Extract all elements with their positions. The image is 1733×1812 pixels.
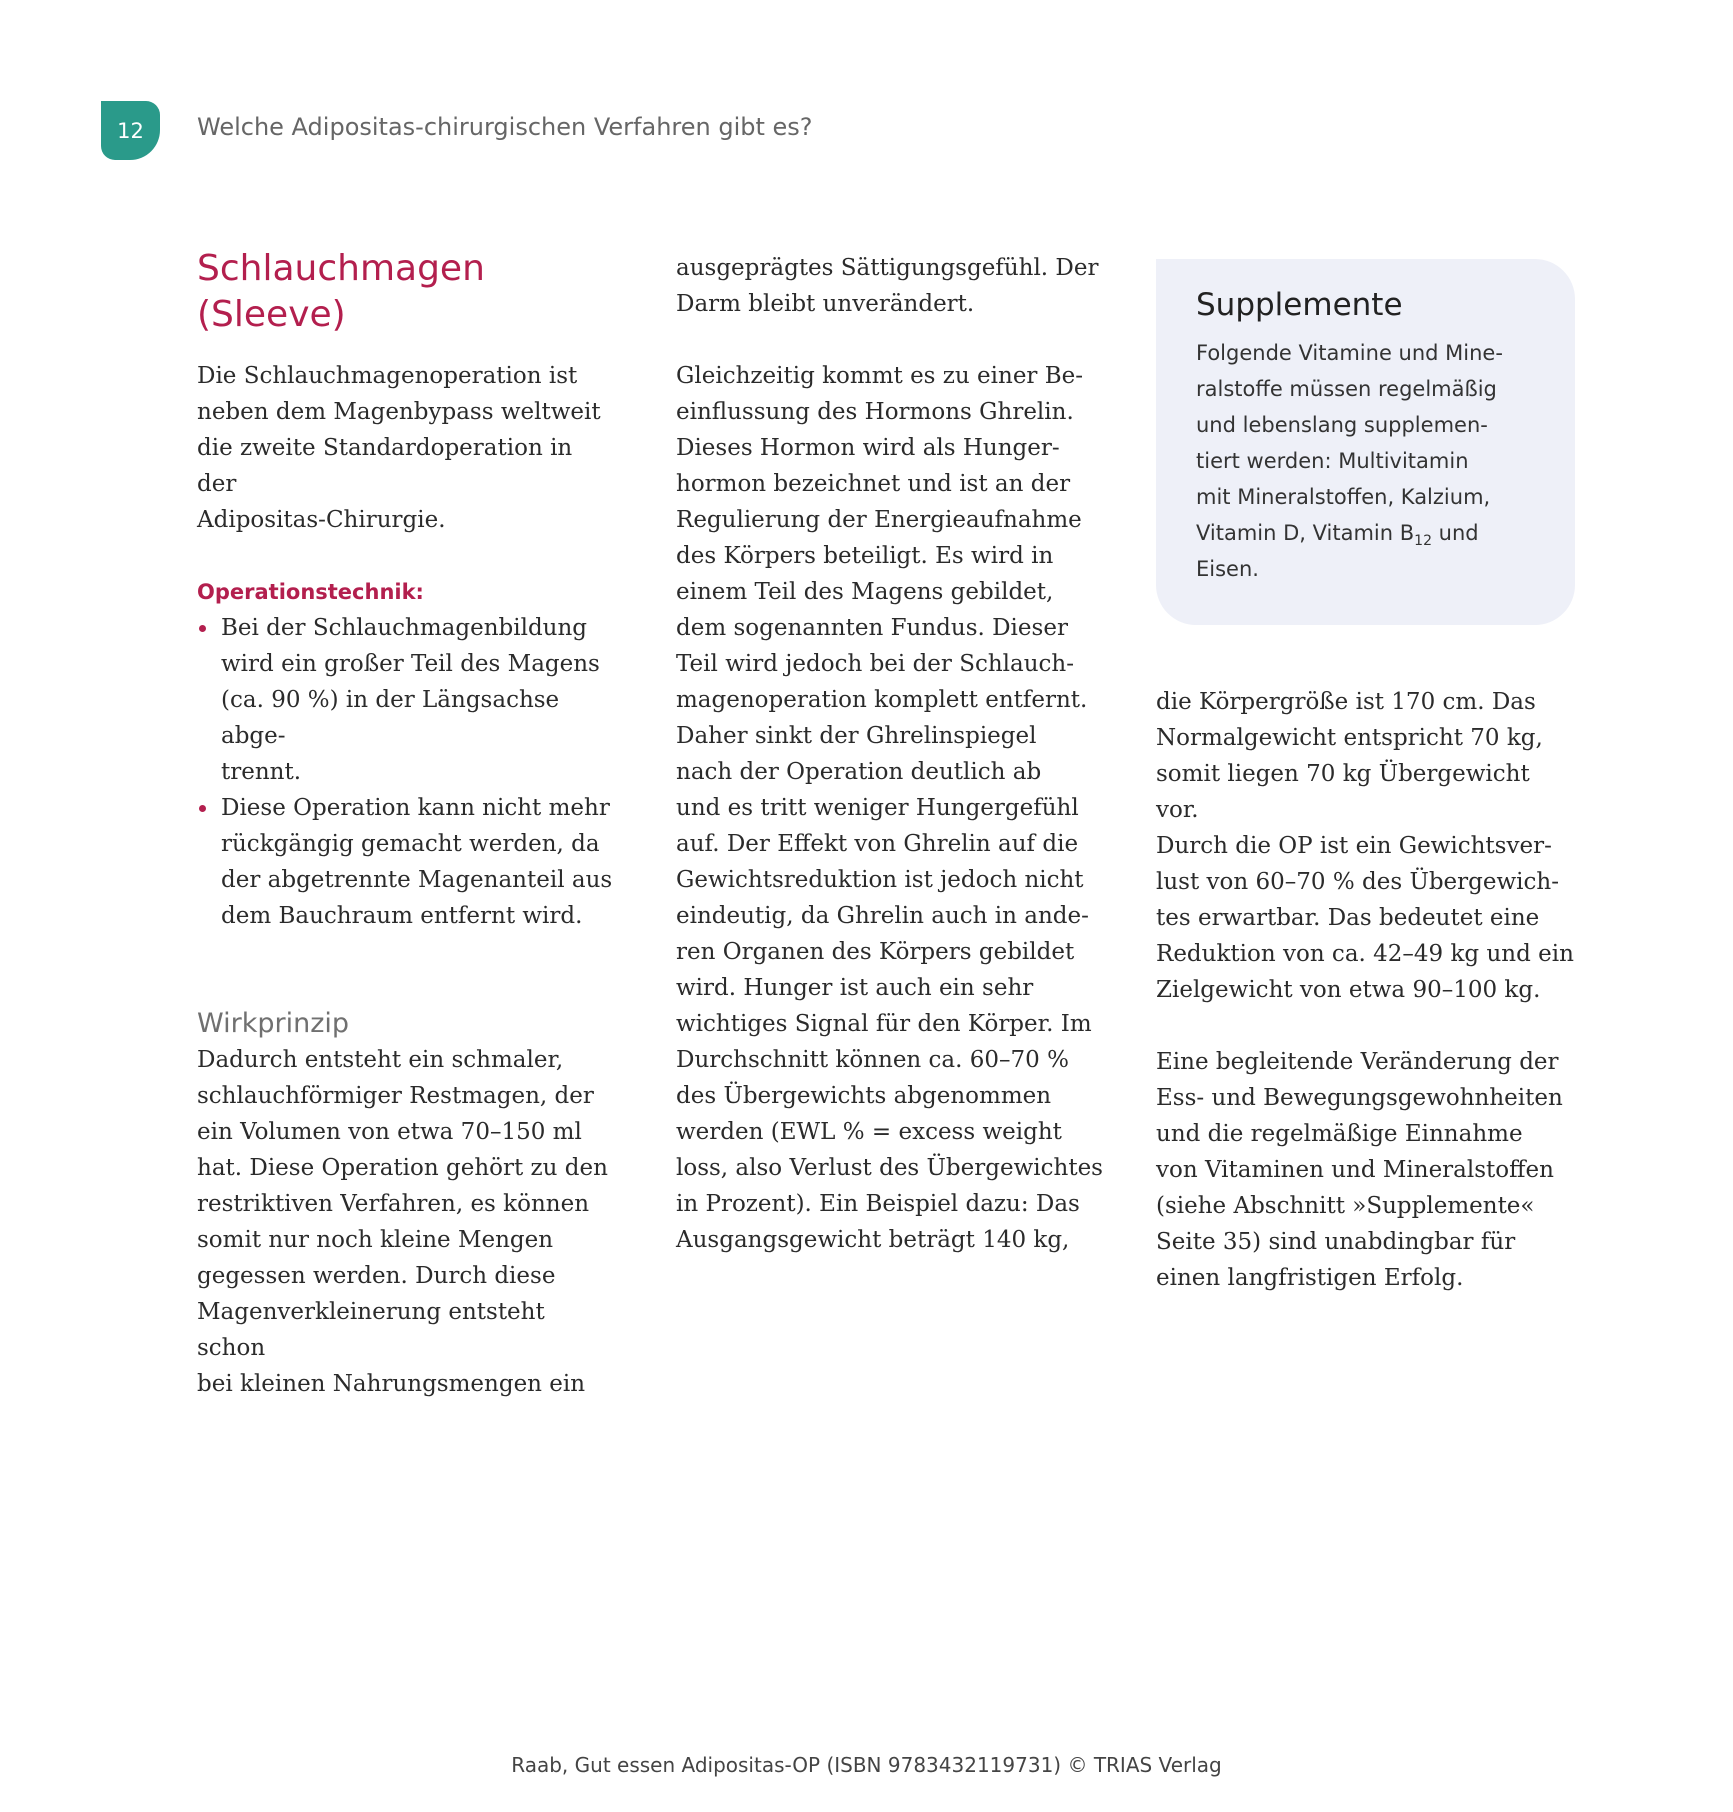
text-line: Normalgewicht entspricht 70 kg, xyxy=(1156,725,1543,751)
text-line: wird ein großer Teil des Magens xyxy=(221,651,600,677)
text-line: somit liegen 70 kg Übergewicht vor. xyxy=(1156,761,1530,823)
text-line: dem sogenannten Fundus. Dieser xyxy=(676,615,1068,641)
text-line: loss, also Verlust des Übergewichtes xyxy=(676,1155,1103,1181)
text-line: ren Organen des Körpers gebildet xyxy=(676,939,1075,965)
text-line: Dieses Hormon wird als Hunger- xyxy=(676,435,1060,461)
text-line: Darm bleibt unverändert. xyxy=(676,291,975,317)
text-line: rückgängig gemacht werden, da xyxy=(221,831,600,857)
text-line: ein Volumen von etwa 70–150 ml xyxy=(197,1119,582,1145)
text-line: magenoperation komplett entfernt. xyxy=(676,687,1088,713)
text-line: Zielgewicht von etwa 90–100 kg. xyxy=(1156,977,1541,1003)
text-line: und die regelmäßige Einnahme xyxy=(1156,1121,1523,1147)
text-line: in Prozent). Ein Beispiel dazu: Das xyxy=(676,1191,1080,1217)
text-line: tiert werden: Multivitamin xyxy=(1196,449,1469,473)
text-line: bei kleinen Nahrungsmengen ein xyxy=(197,1371,586,1397)
text-line: Durch die OP ist ein Gewichtsver- xyxy=(1156,833,1552,859)
text-line: die zweite Standardoperation in der xyxy=(197,435,573,497)
text-line: und es tritt weniger Hungergefühl xyxy=(676,795,1079,821)
text-line: werden (EWL % = excess weight xyxy=(676,1119,1062,1145)
text-line: und xyxy=(1432,521,1479,545)
text-line: Magenverkleinerung entsteht schon xyxy=(197,1299,545,1361)
column-1 xyxy=(197,246,617,1402)
text-line: wichtiges Signal für den Körper. Im xyxy=(676,1011,1092,1037)
text-line: wird. Hunger ist auch ein sehr xyxy=(676,975,1034,1001)
page-number-badge: 12 xyxy=(101,101,160,160)
text-line: Folgende Vitamine und Mine- xyxy=(1196,341,1503,365)
text-line: des Körpers beteiligt. Es wird in xyxy=(676,543,1054,569)
text-line: die Körpergröße ist 170 cm. Das xyxy=(1156,689,1536,715)
text-line: Durchschnitt können ca. 60–70 % xyxy=(676,1047,1069,1073)
text-line: Eisen. xyxy=(1196,557,1259,581)
text-line: ralstoffe müssen regelmäßig xyxy=(1196,377,1497,401)
text-line: einen langfristigen Erfolg. xyxy=(1156,1265,1464,1291)
text-line: eindeutig, da Ghrelin auch in ande- xyxy=(676,903,1089,929)
text-line: neben dem Magenbypass weltweit xyxy=(197,399,601,425)
subscript-12: 12 xyxy=(1414,533,1432,550)
bullet-item xyxy=(197,610,617,790)
running-title: Welche Adipositas-chirurgischen Verfahren gibt es? xyxy=(197,113,813,141)
text-line: somit nur noch kleine Mengen xyxy=(197,1227,554,1253)
text-line: (ca. 90 %) in der Längsachse abge- xyxy=(221,687,560,749)
text-line: hat. Diese Operation gehört zu den xyxy=(197,1155,608,1181)
paragraph-erfolg xyxy=(1156,1044,1576,1296)
text-line: (siehe Abschnitt »Supplemente« xyxy=(1156,1193,1535,1219)
text-line: nach der Operation deutlich ab xyxy=(676,759,1042,785)
text-line: Reduktion von ca. 42–49 kg und ein xyxy=(1156,941,1574,967)
text-line: Adipositas-Chirurgie. xyxy=(197,507,446,533)
wirkprinzip-paragraph xyxy=(197,1042,617,1402)
text-line: Daher sinkt der Ghrelinspiegel xyxy=(676,723,1037,749)
text-line: tes erwartbar. Das bedeutet eine xyxy=(1156,905,1540,931)
text-line: Ess- und Bewegungsgewohnheiten xyxy=(1156,1085,1563,1111)
text-line: und lebenslang supplemen- xyxy=(1196,413,1488,437)
text-line: Gewichtsreduktion ist jedoch nicht xyxy=(676,867,1084,893)
intro-paragraph xyxy=(197,358,617,538)
text-line: Bei der Schlauchmagenbildung xyxy=(221,615,588,641)
footer-citation: Raab, Gut essen Adipositas-OP (ISBN 9783432119731) © TRIAS Verlag xyxy=(511,1753,1222,1777)
text-line: restriktiven Verfahren, es können xyxy=(197,1191,590,1217)
supplemente-infobox xyxy=(1156,259,1575,625)
subheading-wirkprinzip: Wirkprinzip xyxy=(197,1008,350,1039)
text-line: von Vitaminen und Mineralstoffen xyxy=(1156,1157,1554,1183)
subheading-operationstechnik: Operationstechnik: xyxy=(197,580,424,604)
text-line: einem Teil des Magens gebildet, xyxy=(676,579,1054,605)
text-line: lust von 60–70 % des Übergewich- xyxy=(1156,869,1560,895)
text-line: der abgetrennte Magenanteil aus xyxy=(221,867,613,893)
text-line: Die Schlauchmagenoperation ist xyxy=(197,363,578,389)
text-line: einflussung des Hormons Ghrelin. xyxy=(676,399,1074,425)
text-line: Vitamin D, Vitamin B xyxy=(1196,521,1415,545)
text-line: trennt. xyxy=(221,759,302,785)
infobox-title: Supplemente xyxy=(1196,287,1403,323)
text-line: Ausgangsgewicht beträgt 140 kg, xyxy=(676,1227,1070,1253)
text-line: Seite 35) sind unabdingbar für xyxy=(1156,1229,1516,1255)
text-line: Gleichzeitig kommt es zu einer Be- xyxy=(676,363,1084,389)
text-line: Teil wird jedoch bei der Schlauch- xyxy=(676,651,1075,677)
column-3 xyxy=(1156,684,1576,1296)
paragraph-saettigung xyxy=(676,250,1106,322)
text-line: Eine begleitende Veränderung der xyxy=(1156,1049,1559,1075)
text-line: schlauchförmiger Restmagen, der xyxy=(197,1083,594,1109)
paragraph-beispiel xyxy=(1156,684,1576,1008)
text-line: mit Mineralstoffen, Kalzium, xyxy=(1196,485,1491,509)
text-line: gegessen werden. Durch diese xyxy=(197,1263,556,1289)
bullet-item xyxy=(197,790,617,934)
text-line: hormon bezeichnet und ist an der xyxy=(676,471,1071,497)
bullet-list xyxy=(197,610,617,934)
section-heading-sleeve: Schlauchmagen (Sleeve) xyxy=(197,248,485,335)
text-line: Regulierung der Energieaufnahme xyxy=(676,507,1082,533)
text-line: Dadurch entsteht ein schmaler, xyxy=(197,1047,564,1073)
text-line: Diese Operation kann nicht mehr xyxy=(221,795,610,821)
text-line: ausgeprägtes Sättigungsgefühl. Der xyxy=(676,255,1099,281)
text-line: dem Bauchraum entfernt wird. xyxy=(221,903,583,929)
infobox-text xyxy=(1196,335,1549,587)
text-line: auf. Der Effekt von Ghrelin auf die xyxy=(676,831,1079,857)
column-2 xyxy=(676,250,1106,1258)
text-line: des Übergewichts abgenommen xyxy=(676,1083,1052,1109)
paragraph-ghrelin xyxy=(676,358,1106,1258)
